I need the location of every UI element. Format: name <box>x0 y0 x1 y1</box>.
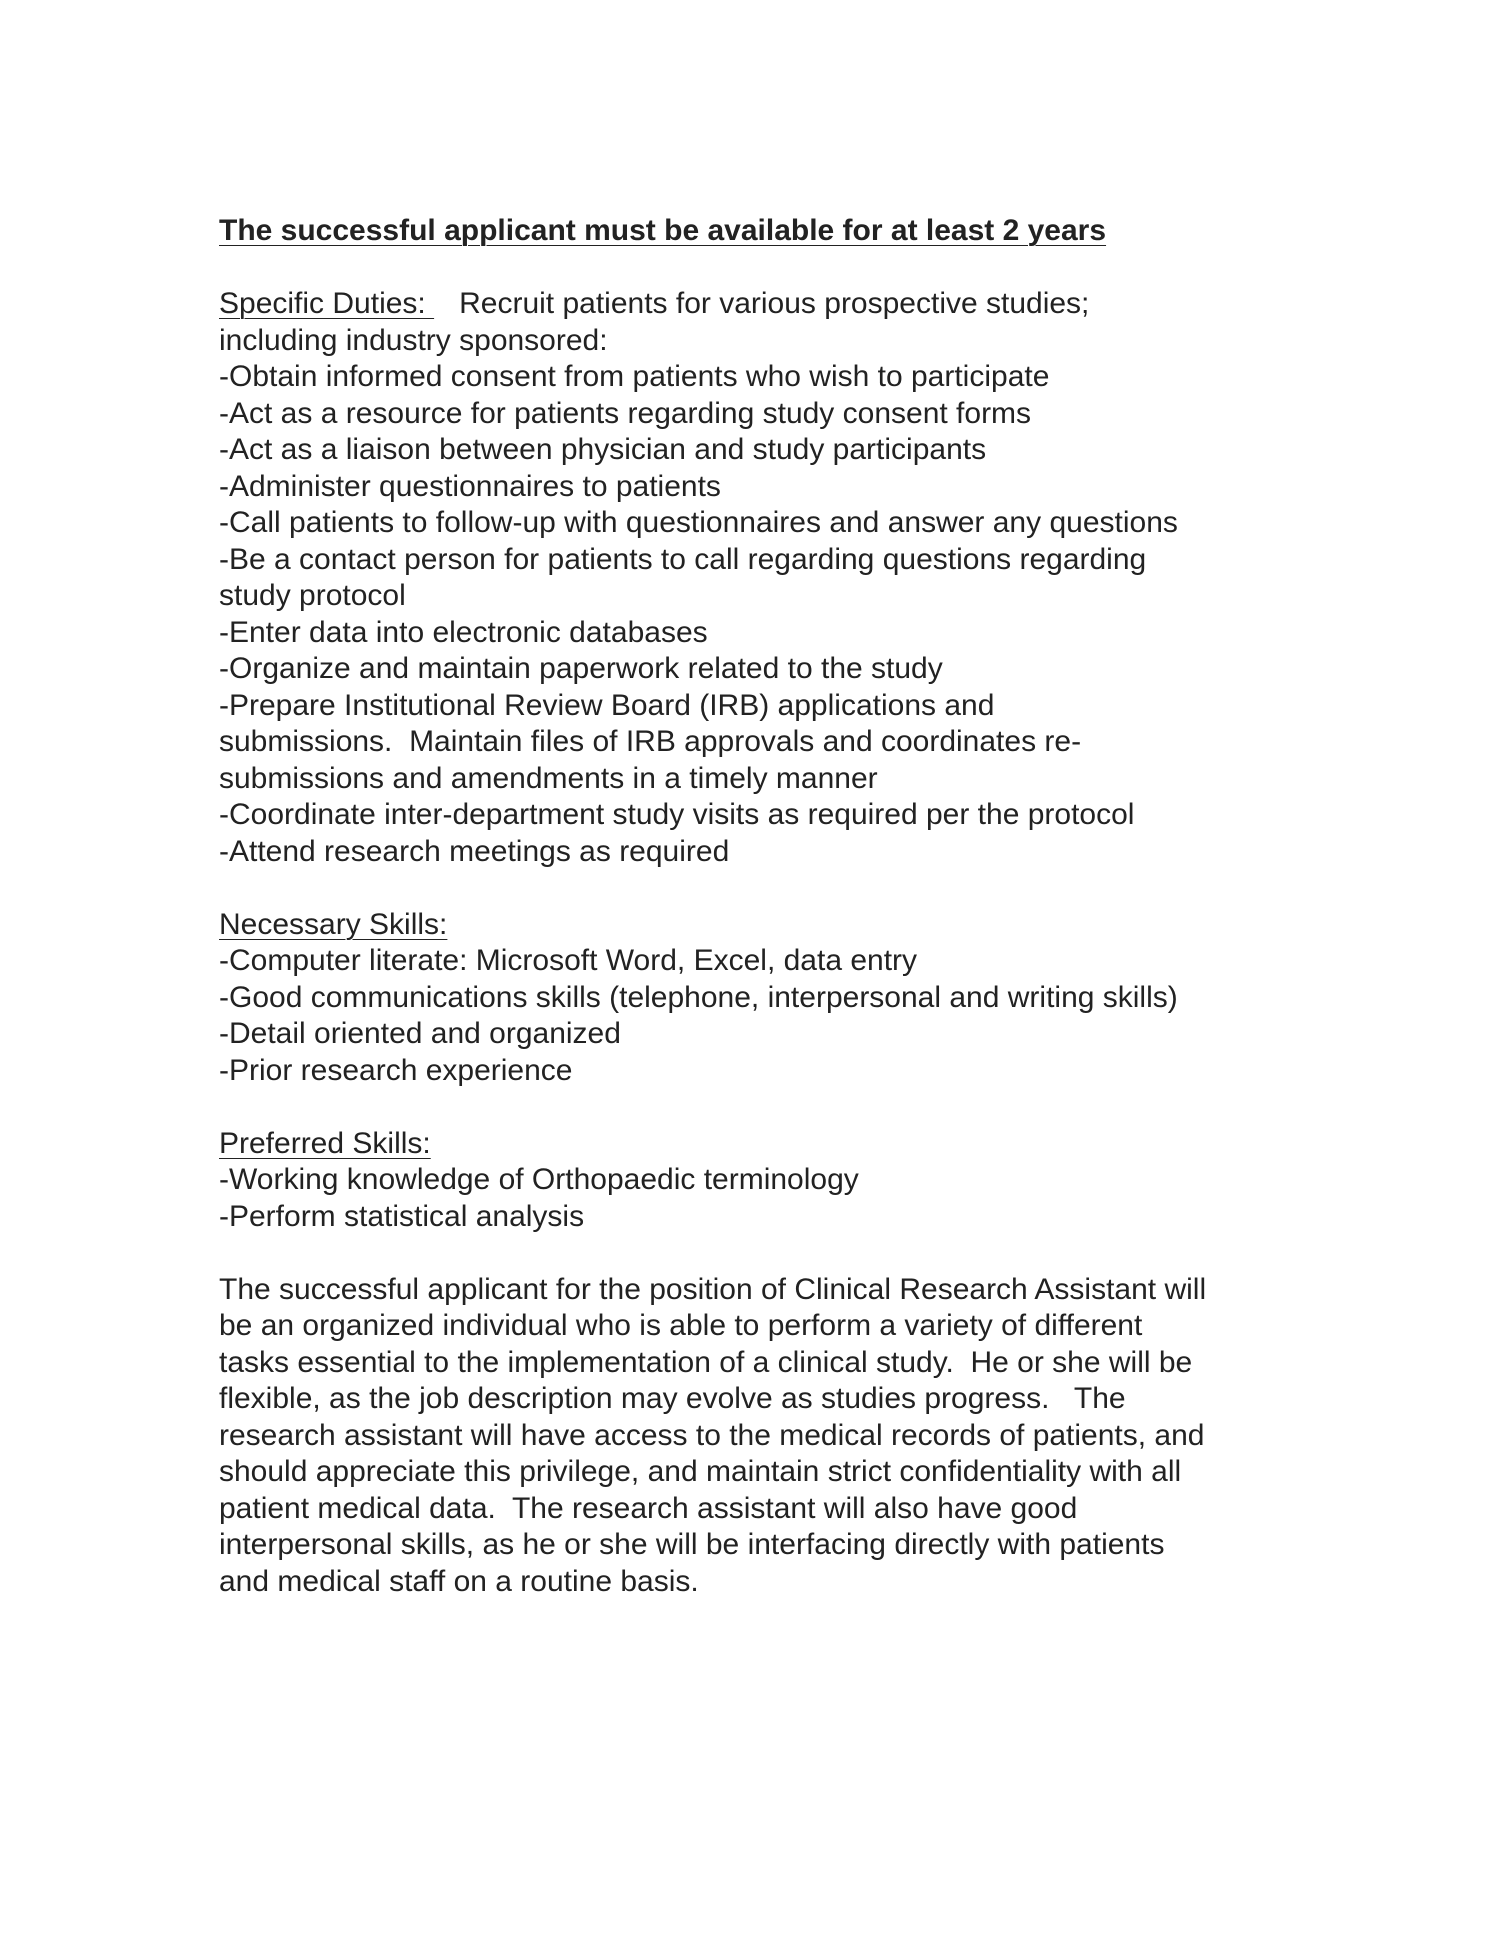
text-line: -Obtain informed consent from patients who wish to participate <box>219 360 1050 393</box>
preferred-skills-list <box>219 1162 1206 1235</box>
text-line: interpersonal skills, as he or she will be interfacing directly with patients <box>219 1528 1165 1561</box>
text-line: -Perform statistical analysis <box>219 1199 585 1233</box>
preferred-skills-heading: Preferred Skills: <box>219 1126 431 1160</box>
duties-intro: Recruit patients for various prospective studies; <box>434 287 1090 320</box>
text-line: submissions and amendments in a timely manner <box>219 761 878 795</box>
text-line: research assistant will have access to the medical records of patients, and <box>219 1418 1205 1452</box>
text-line: -Computer literate: Microsoft Word, Excel, data entry <box>219 944 918 977</box>
text-line: -Working knowledge of Orthopaedic terminology <box>219 1163 859 1196</box>
text-line: -Administer questionnaires to patients <box>219 469 721 503</box>
text-line: -Act as a resource for patients regarding study consent forms <box>219 396 1032 430</box>
text-line: and medical staff on a routine basis. <box>219 1564 699 1598</box>
text-line: -Detail oriented and organized <box>219 1017 621 1050</box>
summary-paragraph <box>219 1272 1206 1601</box>
text-line: be an organized individual who is able to perform a variety of different <box>219 1309 1143 1342</box>
text-line: -Act as a liaison between physician and study participants <box>219 433 987 466</box>
duties-heading-line <box>219 286 1206 323</box>
necessary-skills-list <box>219 943 1206 1089</box>
necessary-skills-heading: Necessary Skills: <box>219 907 448 941</box>
text-line: should appreciate this privilege, and maintain strict confidentiality with all <box>219 1455 1182 1488</box>
text-line: patient medical data. The research assistant will also have good <box>219 1491 1078 1525</box>
text-line: study protocol <box>219 579 406 612</box>
text-line: -Call patients to follow-up with questionnaires and answer any questions <box>219 506 1178 539</box>
text-line: tasks essential to the implementation of a clinical study. He or she will be <box>219 1345 1193 1379</box>
text-line: -Attend research meetings as required <box>219 834 730 868</box>
text-line: -Be a contact person for patients to call regarding questions regarding <box>219 542 1147 576</box>
text-line: submissions. Maintain files of IRB approvals and coordinates re- <box>219 725 1082 758</box>
duties-list <box>219 323 1206 871</box>
text-line: -Coordinate inter-department study visits as required per the protocol <box>219 798 1135 831</box>
document-page <box>219 213 1206 1600</box>
text-line: The successful applicant for the position of Clinical Research Assistant will <box>219 1272 1207 1306</box>
text-line: -Good communications skills (telephone, interpersonal and writing skills) <box>219 980 1178 1014</box>
document-title: The successful applicant must be available for at least 2 years <box>219 214 1107 247</box>
text-line: flexible, as the job description may evolve as studies progress. The <box>219 1382 1126 1415</box>
duties-heading: Specific Duties: <box>219 287 435 320</box>
text-line: -Organize and maintain paperwork related to the study <box>219 652 943 685</box>
text-line: including industry sponsored: <box>219 323 608 357</box>
text-line: -Enter data into electronic databases <box>219 615 708 649</box>
text-line: -Prior research experience <box>219 1053 573 1087</box>
text-line: -Prepare Institutional Review Board (IRB) applications and <box>219 688 995 722</box>
